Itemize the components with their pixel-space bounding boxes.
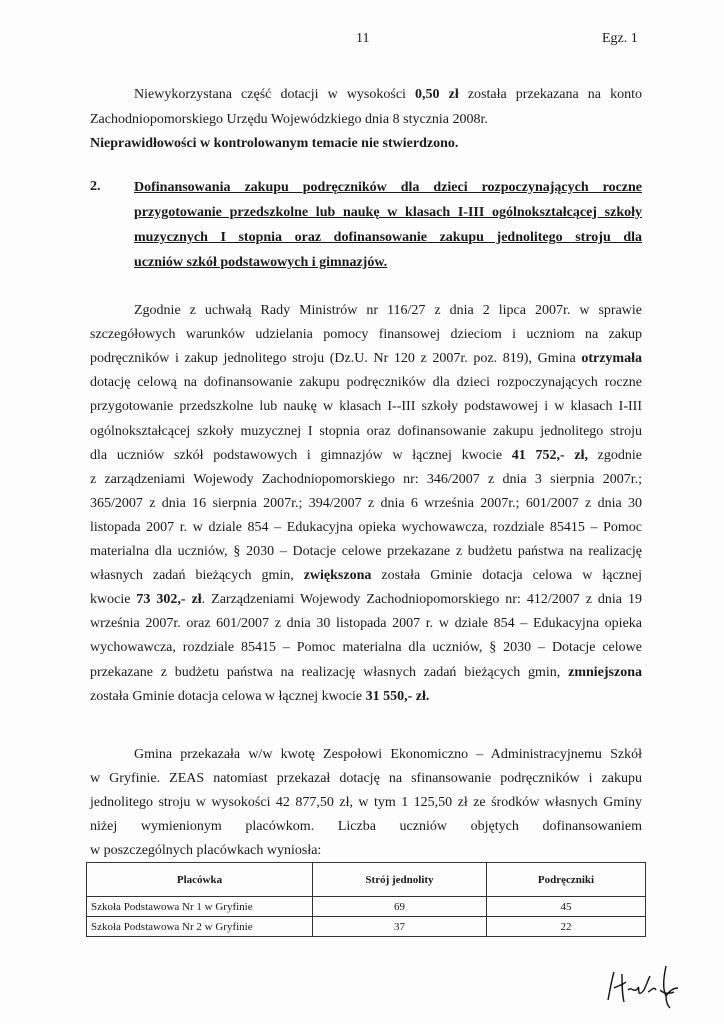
paragraph-line: szczegółowych warunków udzielania pomocy finansowej dzieciom i uczniom na zakup	[90, 327, 642, 343]
cell-placowka: Szkoła Podstawowa Nr 1 w Gryfinie	[87, 897, 313, 917]
page-number: 11	[356, 31, 370, 46]
paragraph-line: własnych zadań bieżących gmin, zwiększona została Gminie dotacja celowa w łącznej	[90, 568, 642, 584]
intro-line-2: Zachodniopomorskiego Urzędu Wojewódzkiego dnia 8 stycznia 2008r.	[90, 112, 488, 127]
signature-icon	[600, 960, 690, 1010]
paragraph-line: w Gryfinie. ZEAS natomiast przekazał dotację na sfinansowanie podręczników i zakupu	[90, 771, 642, 787]
cell-placowka: Szkoła Podstawowa Nr 2 w Gryfinie	[87, 917, 313, 937]
paragraph-line: listopada 2007 r. w dziale 854 – Edukacyjna opieka wychowawcza, rozdziale 85415 – Pomoc	[90, 519, 642, 535]
table-header-row	[87, 863, 646, 897]
paragraph-line: została Gminie dotacja celowa w łącznej kwocie 31 550,- zł.	[90, 688, 430, 704]
paragraph-line: września 2007r. oraz 601/2007 z dnia 30 listopada 2007 r. w dziale 854 – Edukacyjna opieka	[90, 616, 642, 632]
cell-stroj: 37	[313, 917, 487, 937]
paragraph-line: przekazane z budżetu państwa na realizację własnych zadań bieżących gmin, zmniejszona	[90, 664, 642, 680]
header-placowka: Placówka	[87, 863, 313, 897]
section-number: 2.	[90, 179, 101, 194]
paragraph-line: materialna dla uczniów, § 2030 – Dotacje celowe przekazane z budżetu państwa na realizację	[90, 544, 642, 559]
paragraph-line: przygotowanie przedszkolne lub naukę w klasach I--III szkoły podstawowej i w klasach I-III	[90, 399, 642, 415]
students-table	[86, 862, 646, 937]
cell-stroj: 69	[313, 897, 487, 917]
section-heading-line: Dofinansowania zakupu podręczników dla dzieci rozpoczynających roczne	[134, 180, 642, 195]
paragraph-line: dla uczniów szkół podstawowych i gimnazjów w łącznej kwocie 41 752,- zł, zgodnie	[90, 447, 642, 463]
paragraph-line: Gmina przekazała w/w kwotę Zespołowi Ekonomiczno – Administracyjnemu Szkół	[134, 747, 642, 762]
conclusion: Nieprawidłowości w kontrolowanym temacie nie stwierdzono.	[90, 136, 459, 151]
paragraph-line: z zarządzeniami Wojewody Zachodniopomorskiego nr: 346/2007 z dnia 3 sierpnia 2007r.;	[90, 471, 642, 487]
paragraph-line: Zgodnie z uchwałą Rady Ministrów nr 116/27 z dnia 2 lipca 2007r. w sprawie	[134, 303, 642, 318]
paragraph-line: ogólnokształcącej szkoły muzycznej I stopnia oraz dofinansowanie zakupu jednolitego stroju	[90, 423, 642, 439]
section-heading-line: uczniów szkół podstawowych i gimnazjów.	[134, 255, 388, 270]
paragraph-line: 365/2007 z dnia 16 sierpnia 2007r.; 394/2007 z dnia 6 września 2007r.; 601/2007 z dnia 30	[90, 495, 642, 511]
paragraph-line: dotację celową na dofinansowanie zakupu podręczników dla dzieci rozpoczynających roczne	[90, 375, 642, 391]
table-row	[87, 917, 646, 937]
cell-podreczniki: 22	[487, 917, 646, 937]
paragraph-line: jednolitego stroju w wysokości 42 877,50 zł, w tym 1 125,50 zł ze środków własnych Gminy	[90, 795, 642, 811]
paragraph-line: kwocie 73 302,- zł. Zarządzeniami Wojewody Zachodniopomorskiego nr: 412/2007 z dnia 19	[90, 592, 643, 608]
section-heading-line: przygotowanie przedszkolne lub naukę w klasach I-III ogólnokształcącej szkoły	[134, 205, 642, 220]
paragraph-line: w poszczególnych placówkach wyniosła:	[90, 843, 322, 859]
cell-podreczniki: 45	[487, 897, 646, 917]
signature	[600, 960, 690, 1015]
table-row	[87, 897, 646, 917]
intro-line-1: Niewykorzystana część dotacji w wysokości 0,50 zł została przekazana na konto	[134, 87, 643, 102]
paragraph-line: niżej wymienionym placówkom. Liczba uczniów objętych dofinansowaniem	[90, 819, 642, 835]
copy-label: Egz. 1	[602, 31, 638, 46]
header-stroj: Strój jednolity	[313, 863, 487, 897]
header-podreczniki: Podręczniki	[487, 863, 646, 897]
paragraph-line: wychowawcza, rozdziale 85415 – Pomoc materialna dla uczniów, § 2030 – Dotacje celowe	[90, 640, 642, 656]
paragraph-line: podręczników i zakup jednolitego stroju (Dz.U. Nr 120 z 2007r. poz. 819), Gmina otrzymała	[90, 351, 642, 367]
section-heading-line: muzycznych I stopnia oraz dofinansowanie zakupu jednolitego stroju dla	[134, 230, 642, 245]
